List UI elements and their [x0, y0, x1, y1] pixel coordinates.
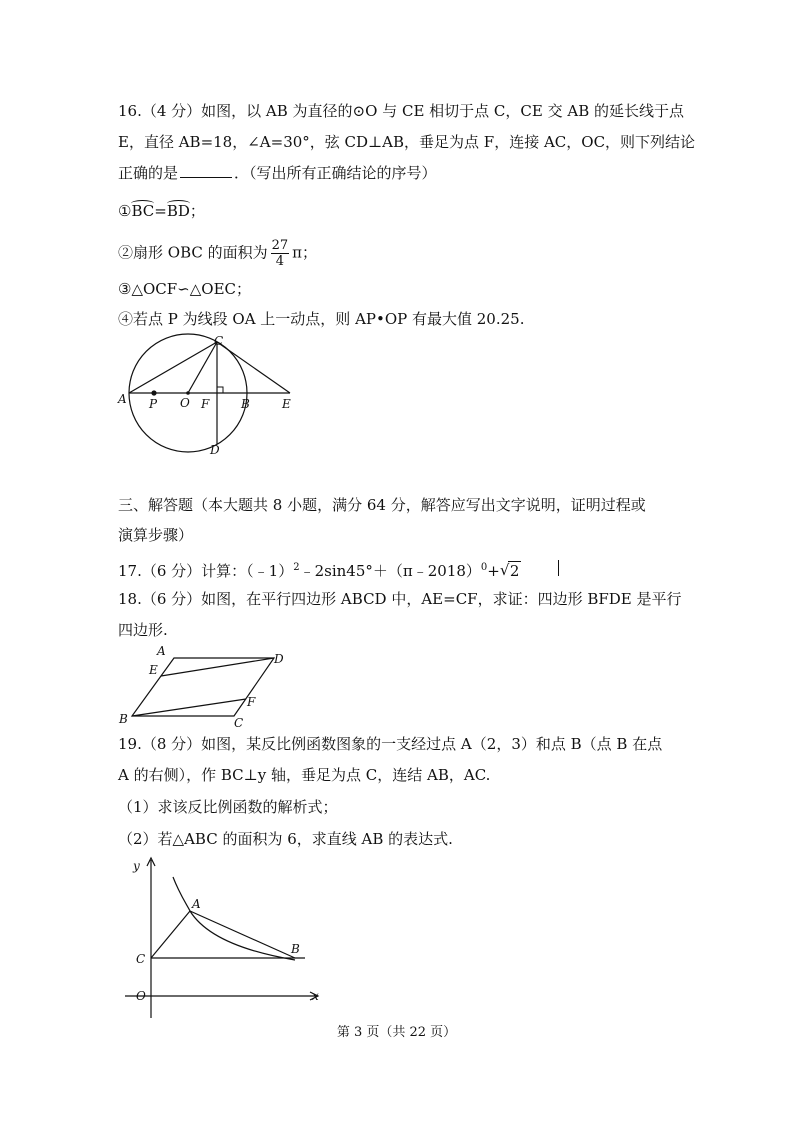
- point-p: [151, 390, 156, 395]
- hyperbola-curve: [173, 877, 295, 960]
- section-3-line-1: 三、解答题（本大题共 8 小题，满分 64 分，解答应写出文字说明，证明过程或: [118, 496, 646, 514]
- sqrt-2: [500, 560, 522, 582]
- q18-line-1: 18.（6 分）如图，在平行四边形 ABCD 中，AE=CF，求证：四边形 BFDE 是平行: [118, 590, 682, 608]
- text-cursor: [558, 560, 559, 576]
- parallelogram-figure: [114, 642, 294, 732]
- label-d: D: [210, 443, 220, 457]
- label-e: E: [149, 663, 158, 677]
- q16-line-3-prefix: 正确的是: [118, 164, 179, 182]
- q19-part-1: （1）求该反比例函数的解析式；: [118, 798, 338, 816]
- line-ac: [129, 342, 217, 393]
- sqrt-radicand: 2: [509, 562, 520, 580]
- label-c: C: [234, 716, 244, 730]
- label-o: O: [180, 396, 190, 410]
- label-b: B: [119, 712, 128, 726]
- label-y: y: [133, 859, 140, 873]
- q16-line-2: E，直径 AB=18，∠A=30°，弦 CD⊥AB，垂足为点 F，连接 AC，OC，则下列结论: [118, 133, 696, 151]
- line-ed: [161, 658, 274, 676]
- q17-exponent-0: 0: [480, 562, 488, 573]
- answer-blank: [180, 163, 232, 178]
- q16-option-4: ④若点 P 为线段 OA 上一动点，则 AP•OP 有最大值 20.25.: [118, 310, 525, 328]
- circle-tangent-figure: [112, 330, 302, 460]
- q16-line-3-suffix: ．（写出所有正确结论的序号）: [234, 164, 437, 182]
- label-a: A: [192, 897, 201, 911]
- option-2-suffix: π；: [292, 243, 318, 262]
- line-ce: [217, 342, 290, 393]
- q17-exponent-2: 2: [293, 562, 300, 573]
- fraction-27-4: [271, 238, 290, 269]
- option-1-suffix: ；: [189, 202, 205, 220]
- label-a: A: [118, 392, 127, 406]
- q19-part-2: （2）若△ABC 的面积为 6，求直线 AB 的表达式.: [118, 830, 453, 848]
- inverse-proportion-graph: [125, 850, 330, 1025]
- right-angle-mark: [217, 387, 223, 393]
- label-f: F: [201, 397, 210, 411]
- arc-bc: BC: [131, 202, 155, 220]
- fraction-denominator: 4: [275, 254, 285, 269]
- q19-line-2: A 的右侧），作 BC⊥y 轴，垂足为点 C，连结 AB，AC.: [118, 766, 491, 784]
- q19-line-1: 19.（8 分）如图，某反比例函数图象的一支经过点 A（2，3）和点 B（点 B 在点: [118, 735, 663, 753]
- q17-mid: ﹣2sin45°＋（π﹣2018）: [299, 562, 481, 580]
- equals-sign: =: [154, 202, 167, 220]
- line-ab: [190, 911, 295, 958]
- page-number-footer: 第 3 页（共 22 页）: [336, 1025, 457, 1040]
- label-d: D: [274, 652, 284, 666]
- section-3-line-2: 演算步骤）: [118, 526, 194, 544]
- q18-line-2: 四边形.: [118, 621, 168, 639]
- arc-bd: BD: [166, 202, 190, 220]
- fraction-numerator: 27: [271, 238, 289, 253]
- label-f: F: [247, 695, 256, 709]
- q16-line-3: [118, 162, 437, 184]
- label-b: B: [291, 942, 300, 956]
- label-x: x: [312, 989, 319, 1003]
- q16-option-2: [118, 238, 317, 269]
- label-a: A: [157, 644, 166, 658]
- point-o: [186, 391, 190, 395]
- q16-line-1: 16.（4 分）如图，以 AB 为直径的⊙O 与 CE 相切于点 C，CE 交 AB 的延长线于点: [118, 102, 684, 120]
- line-oc: [188, 342, 217, 393]
- option-2-text: ②扇形 OBC 的面积为: [118, 243, 268, 262]
- label-p: P: [149, 397, 158, 411]
- label-o: O: [136, 989, 146, 1003]
- label-b: B: [241, 397, 250, 411]
- line-bf: [132, 699, 246, 716]
- label-c: C: [136, 952, 146, 966]
- q16-option-3: ③△OCF∽△OEC；: [118, 280, 251, 298]
- option-1-marker: ①: [118, 202, 132, 220]
- q17-prefix: 17.（6 分）计算：（﹣1）: [118, 562, 294, 580]
- label-e: E: [282, 397, 291, 411]
- q16-option-1: [118, 200, 205, 222]
- line-ca: [151, 911, 190, 958]
- label-c: C: [214, 334, 224, 348]
- q17-line: [118, 557, 521, 582]
- q17-plus: +: [487, 562, 500, 580]
